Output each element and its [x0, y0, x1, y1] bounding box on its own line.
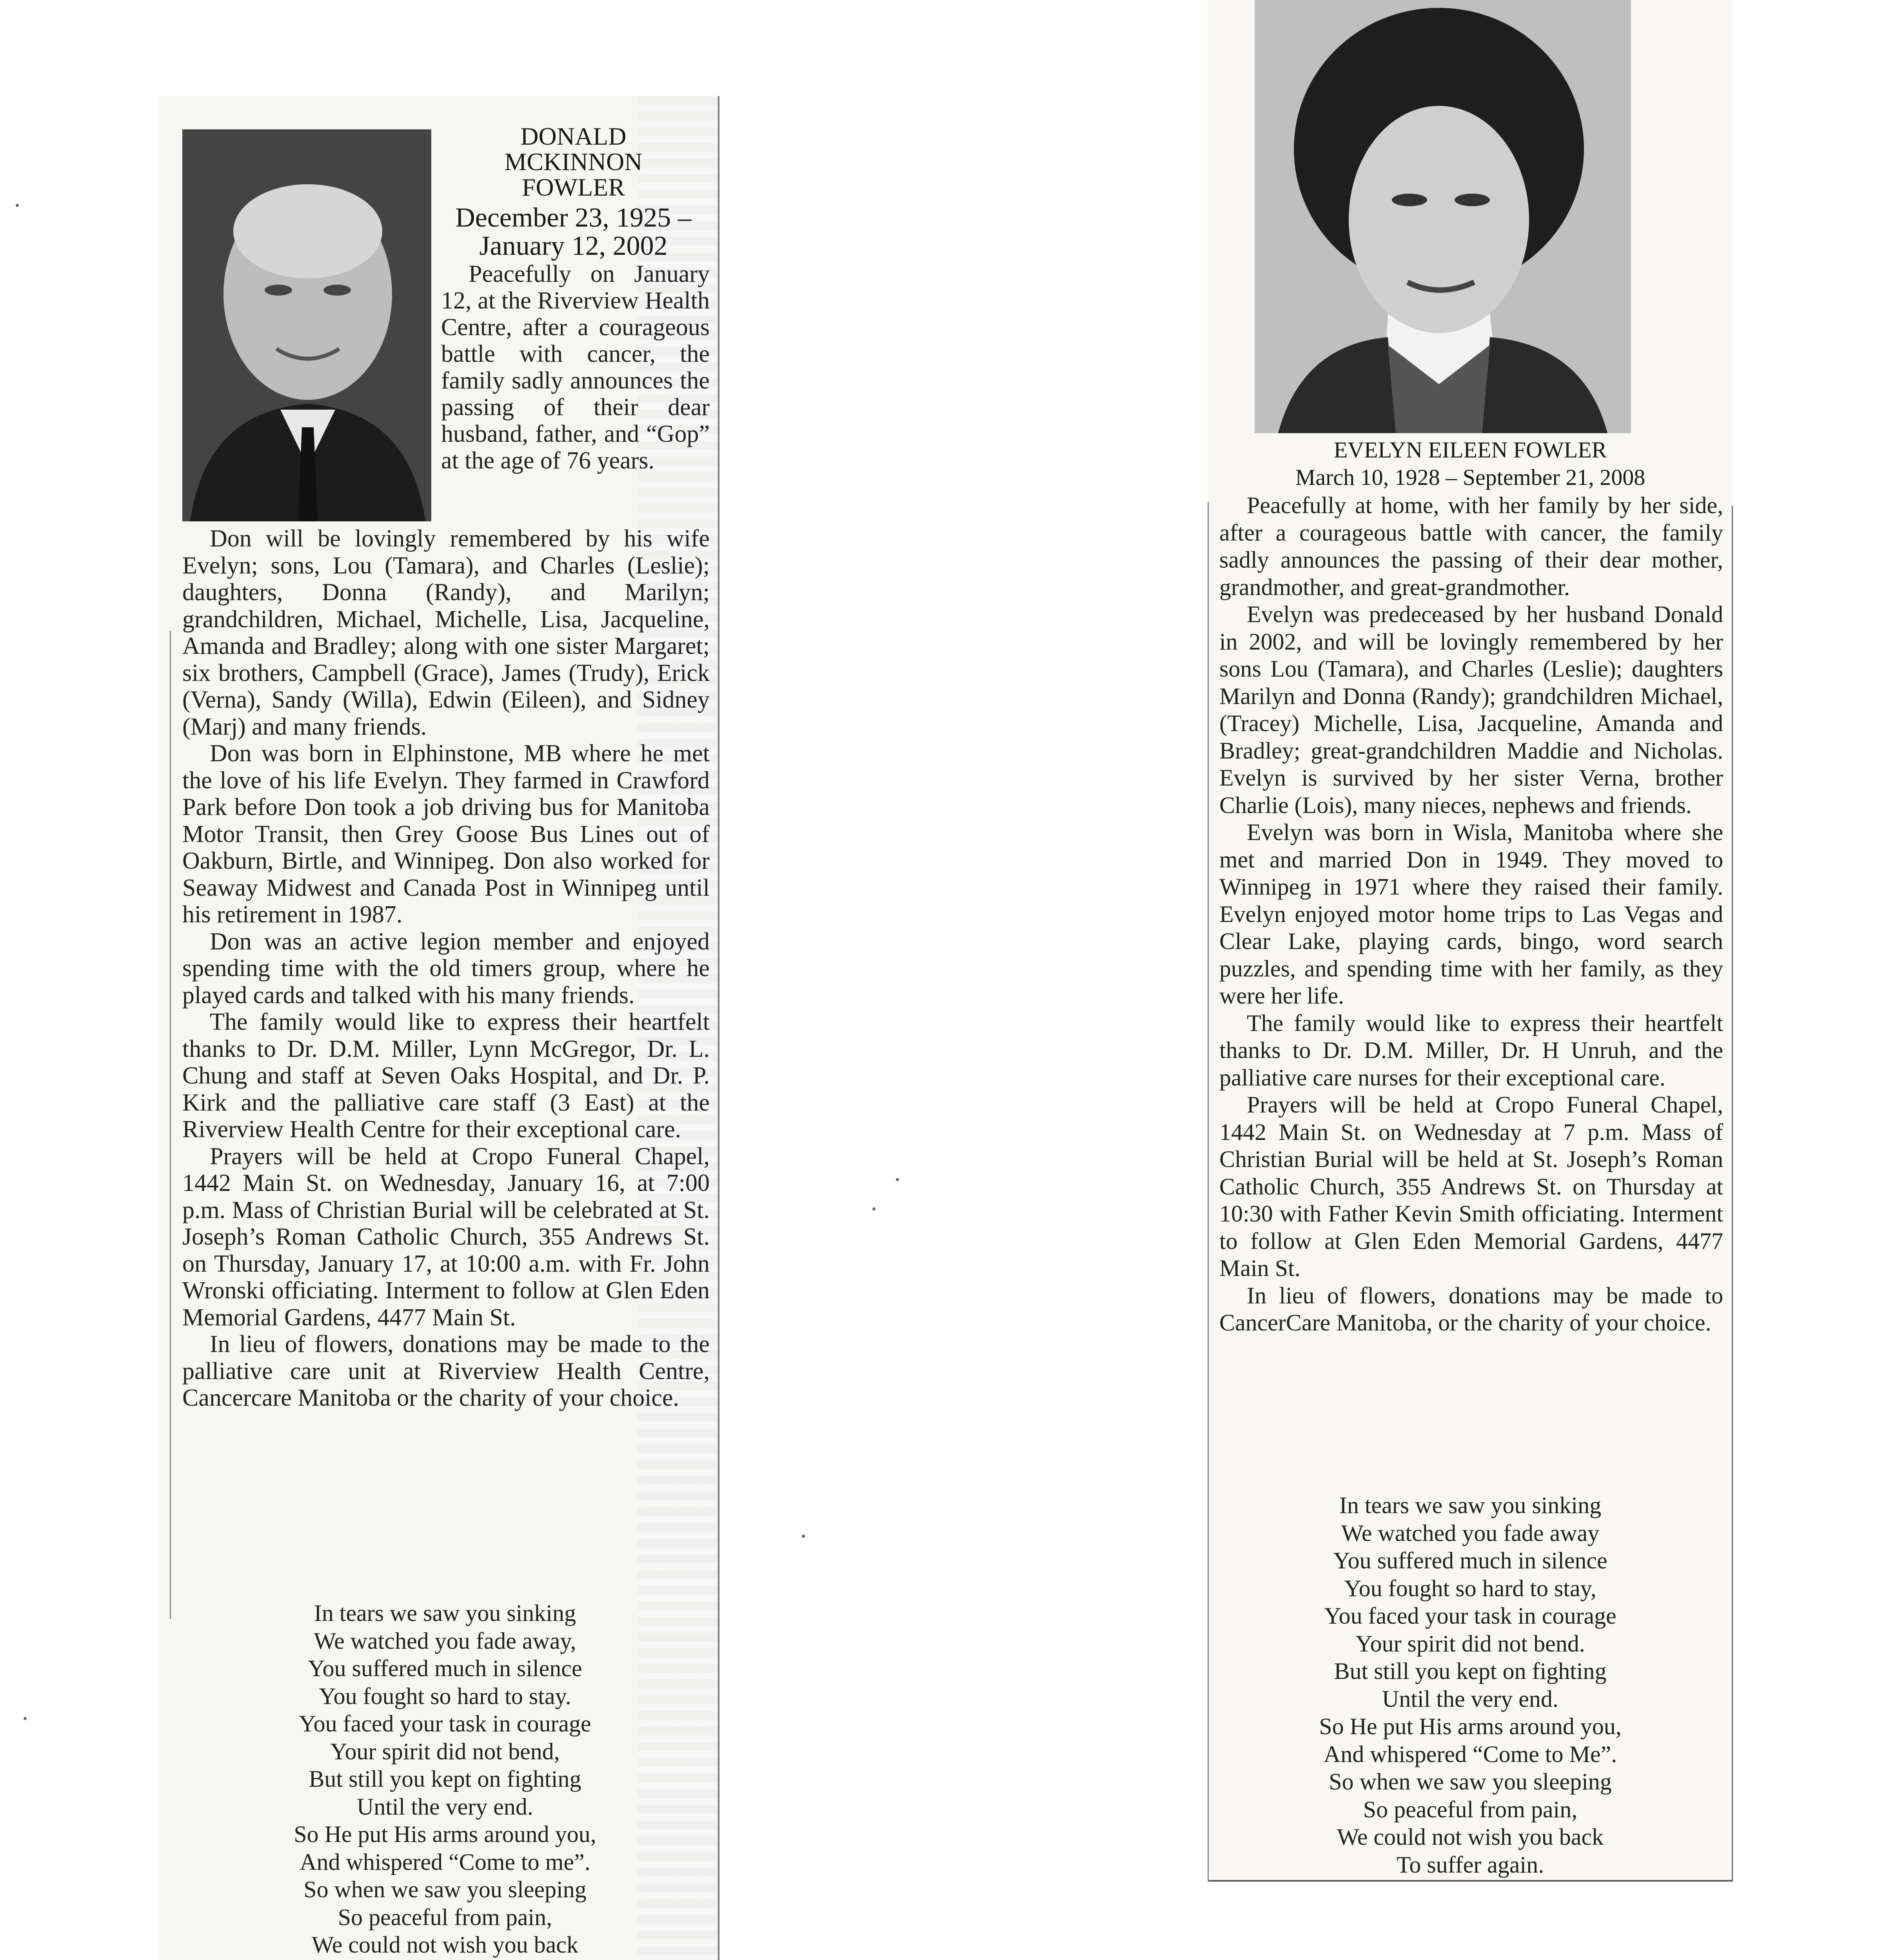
donald-memorial-poem	[269, 1599, 621, 1960]
poem-line: Your spirit did not bend,	[330, 1738, 560, 1764]
paragraph: The family would like to express their heartfelt thanks to Dr. D.M. Miller, Lynn McGregor, Dr. L. Chung and staff at Seven Oaks Hospital, and Dr. P. Kirk and the palliative care staff (3 East) at the Riverview Health Centre for their exceptional care.	[182, 1009, 710, 1143]
scan-speck	[16, 204, 19, 207]
poem-line: So He put His arms around you,	[294, 1821, 596, 1847]
clipping-edge-left	[170, 631, 171, 1619]
evelyn-memorial-poem	[1286, 1492, 1655, 1878]
poem-line: So when we saw you sleeping	[303, 1877, 587, 1902]
evelyn-obituary-text	[1219, 492, 1723, 1337]
poem-line: You suffered much in silence	[308, 1655, 582, 1681]
paragraph: In lieu of flowers, donations may be made to CancerCare Manitoba, or the charity of your choice.	[1219, 1282, 1723, 1336]
poem-line: You faced your task in courage	[299, 1711, 591, 1737]
poem-line: And whispered “Come to Me”.	[1323, 1741, 1617, 1767]
poem-line: To suffer again.	[1396, 1851, 1544, 1878]
name-line: EVELYN EILEEN FOWLER	[1333, 437, 1607, 463]
poem-line: And whispered “Come to me”.	[300, 1849, 590, 1875]
evelyn-dates	[1223, 465, 1717, 490]
poem-line: So He put His arms around you,	[1319, 1713, 1622, 1739]
poem-line: So when we saw you sleeping	[1329, 1769, 1612, 1795]
scan-speck	[24, 1717, 27, 1720]
paragraph: Don was an active legion member and enjoyed spending time with the old timers group, where he played cards and talked with his many friends.	[182, 928, 710, 1009]
paragraph: In lieu of flowers, donations may be made to the palliative care unit at Riverview Health Centre, Cancercare Manitoba or the charity of your choice.	[182, 1331, 710, 1411]
paragraph: Prayers will be held at Cropo Funeral Chapel, 1442 Main St. on Wednesday at 7 p.m. Mass of Christian Burial will be held at St. Joseph’s Roman Catholic Church, 355 Andrews St. on Thursday at 10:30 with Father Kevin Smith officiating. Interment to follow at Glen Eden Memorial Gardens, 4477 Main St.	[1219, 1092, 1723, 1281]
scan-speck	[872, 1207, 875, 1210]
paragraph: The family would like to express their heartfelt thanks to Dr. D.M. Miller, Dr. H Unruh, and the palliative care nurses for their exceptional care.	[1219, 1010, 1723, 1091]
obituary-clipping-donald	[159, 96, 719, 1960]
poem-line: In tears we saw you sinking	[1339, 1492, 1602, 1518]
poem-line: Until the very end.	[357, 1793, 533, 1820]
dates-line: December 23, 1925 –	[455, 203, 692, 233]
poem-line: We watched you fade away,	[314, 1628, 576, 1654]
scan-speck	[802, 1535, 805, 1538]
poem-line: You fought so hard to stay.	[319, 1683, 571, 1709]
dates-line: January 12, 2002	[479, 231, 668, 261]
poem-line: We could not wish you back	[1337, 1824, 1604, 1850]
donald-name-heading	[429, 123, 717, 200]
paragraph: Peacefully at home, with her family by her side, after a courageous battle with cancer, the family sadly announces the passing of their dear mother, grandmother, and great-grandmother.	[1219, 492, 1723, 600]
poem-line: Until the very end.	[1382, 1686, 1558, 1712]
evelyn-name-heading	[1223, 437, 1717, 463]
poem-line: Your spirit did not bend.	[1355, 1630, 1585, 1657]
poem-line: So peaceful from pain,	[1363, 1796, 1578, 1822]
poem-line	[269, 1959, 621, 1960]
donald-obituary-text	[441, 261, 710, 474]
name-line: DONALD	[520, 122, 627, 150]
clipping-edge-right	[1732, 506, 1733, 1882]
poem-line: So peaceful from pain,	[338, 1904, 552, 1930]
poem-line: You fought so hard to stay,	[1344, 1575, 1597, 1601]
name-line: MCKINNON	[504, 148, 643, 176]
evelyn-portrait-photo	[1255, 0, 1631, 433]
donald-obituary-text-continued	[182, 525, 710, 1412]
poem-line: You faced your task in courage	[1324, 1603, 1617, 1629]
name-line: FOWLER	[521, 173, 625, 201]
scan-speck	[896, 1178, 899, 1181]
poem-line: We could not wish you back	[311, 1932, 579, 1958]
clipping-edge-right	[718, 96, 719, 1960]
donald-portrait-photo	[182, 129, 431, 521]
poem-line: We watched you fade away	[1341, 1520, 1600, 1546]
poem-line: You suffered much in silence	[1333, 1548, 1607, 1573]
poem-line: But still you kept on fighting	[309, 1766, 581, 1792]
paragraph: Evelyn was born in Wisla, Manitoba where she met and married Don in 1949. They moved to Winnipeg in 1971 where they raised their family. Evelyn enjoyed motor home trips to Las Vegas and Clear Lake, playing cards, bingo, word search puzzles, and spending time with her family, as they were her life.	[1219, 819, 1723, 1009]
donald-dates	[429, 204, 717, 260]
clipping-edge-left	[1208, 502, 1209, 1882]
obituary-clipping-evelyn	[1208, 0, 1733, 1882]
paragraph: Don will be lovingly remembered by his wife Evelyn; sons, Lou (Tamara), and Charles (Leslie); daughters, Donna (Randy), and Marilyn; grandchildren, Michael, Michelle, Lisa, Jacqueline, Amanda and Bradley; along with one sister Margaret; six brothers, Campbell (Grace), James (Trudy), Erick (Verna), Sandy (Willa), Edwin (Eileen), and Sidney (Marj) and many friends.	[182, 525, 710, 740]
poem-line: In tears we saw you sinking	[314, 1600, 576, 1626]
paragraph: Peacefully on January 12, at the Riverview Health Centre, after a courageous battle with cancer, the family sadly announces the passing of their dear husband, father, and “Gop” at the age of 76 years.	[441, 261, 710, 474]
paragraph: Evelyn was predeceased by her husband Donald in 2002, and will be lovingly remembered by her sons Lou (Tamara), and Charles (Leslie); daughters Marilyn and Donna (Randy); grandchildren Michael, (Tracey) Michelle, Lisa, Jacqueline, Amanda and Bradley; great-grandchildren Maddie and Nicholas. Evelyn is survived by her sister Verna, brother Charlie (Lois), many nieces, nephews and friends.	[1219, 601, 1723, 818]
dates-line: March 10, 1928 – September 21, 2008	[1295, 465, 1646, 490]
clipping-edge-bottom	[1208, 1880, 1733, 1882]
paragraph: Don was born in Elphinstone, MB where he met the love of his life Evelyn. They farmed in Crawford Park before Don took a job driving bus for Manitoba Motor Transit, then Grey Goose Bus Lines out of Oakburn, Birtle, and Winnipeg. Don also worked for Seaway Midwest and Canada Post in Winnipeg until his retirement in 1987.	[182, 740, 710, 928]
poem-line: But still you kept on fighting	[1334, 1658, 1607, 1684]
paragraph: Prayers will be held at Cropo Funeral Chapel, 1442 Main St. on Wednesday, January 16, at 7:00 p.m. Mass of Christian Burial will be celebrated at St. Joseph’s Roman Catholic Church, 355 Andrews St. on Thursday, January 17, at 10:00 a.m. with Fr. John Wronski officiating. Interment to follow at Glen Eden Memorial Gardens, 4477 Main St.	[182, 1143, 710, 1331]
